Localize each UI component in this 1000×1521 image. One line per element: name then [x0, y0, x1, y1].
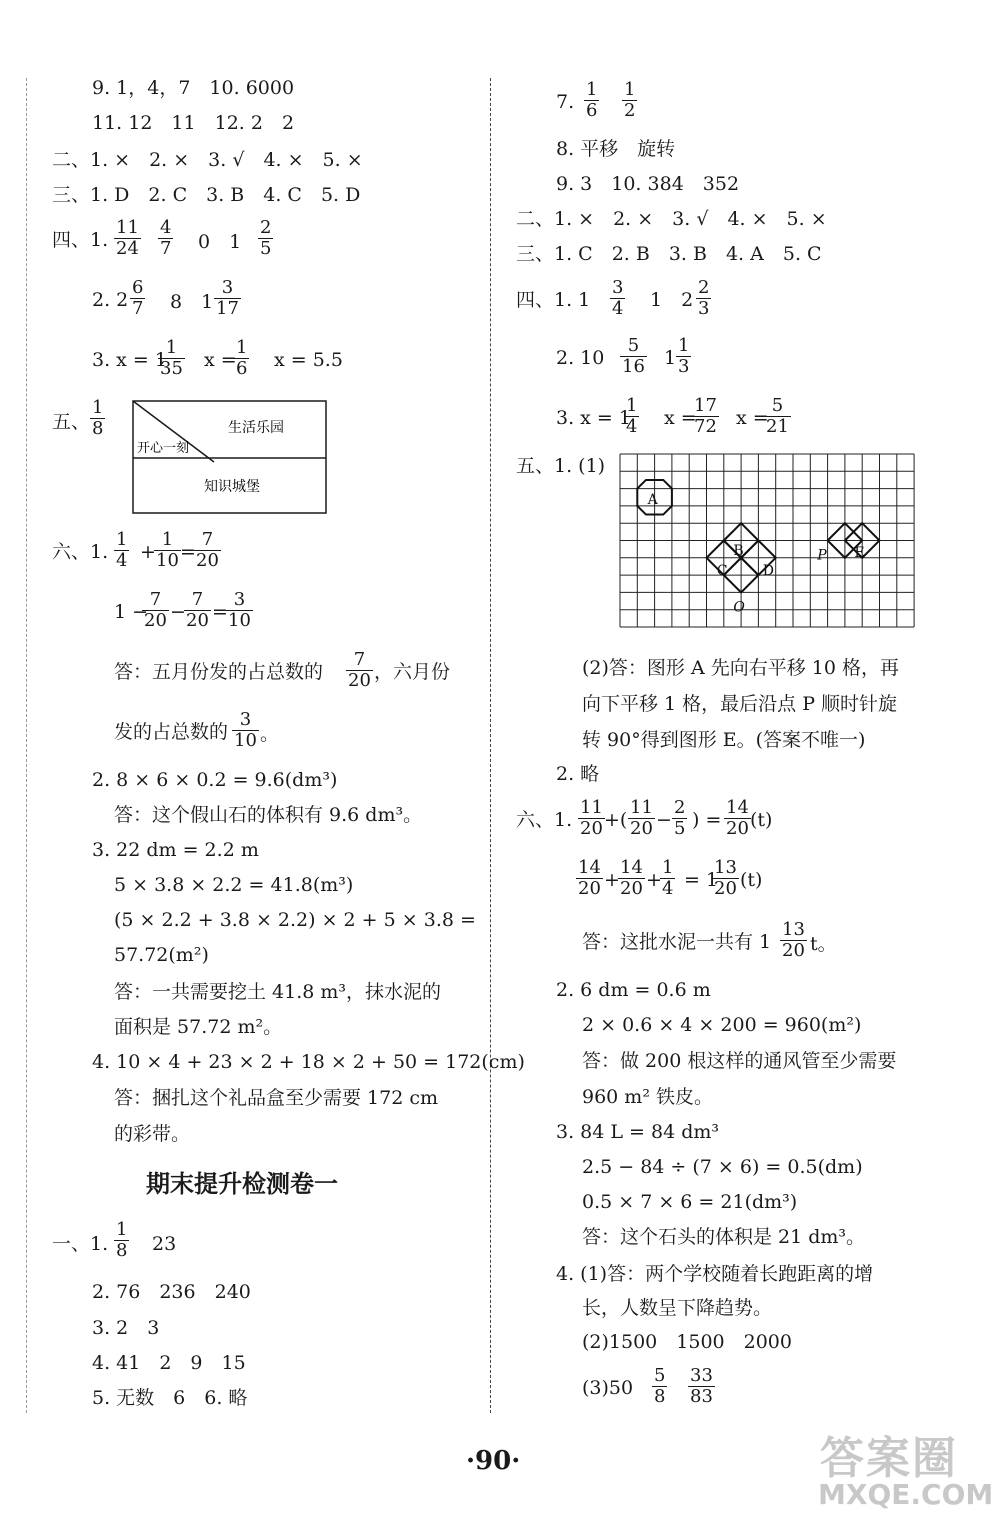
answer-line: 2. 6 dm = 0.6 m [556, 979, 711, 1001]
answer-line: 面积是 57.72 m²。 [114, 1016, 283, 1038]
answer-line: 3. 22 dm = 2.2 m [92, 839, 259, 861]
fraction: $\frac{3}{10}$ [228, 589, 251, 631]
answer-text: t。 [810, 933, 837, 955]
fraction: $\frac{4}{7}$ [160, 217, 172, 259]
fraction: $\frac{1}{3}$ [678, 335, 690, 377]
answer-line: 答：这个石头的体积是 21 dm³。 [582, 1226, 866, 1248]
answer-line: 答：做 200 根这样的通风管至少需要 [582, 1050, 897, 1072]
answer-line: 4. (1)答：两个学校随着长跑距离的增 [556, 1263, 874, 1285]
section-title: 期末提升检测卷一 [146, 1170, 338, 1198]
fraction: $\frac{11}{20}$ [580, 797, 603, 839]
answer-text: 答：五月份发的占总数的 [114, 661, 324, 683]
fraction: $\frac{1}{2}$ [624, 79, 636, 121]
unit: (t) [740, 869, 763, 891]
operator: + [646, 869, 662, 891]
answer-line: 答：一共需要挖土 41.8 m³，抹水泥的 [114, 981, 442, 1003]
fraction: $\frac{13}{20}$ [782, 919, 805, 961]
answer-line: 2. 略 [556, 763, 600, 785]
section-label: 一、1. [52, 1233, 109, 1255]
fraction: $\frac{7}{20}$ [186, 589, 209, 631]
answer-line: 答：捆扎这个礼品盒至少需要 172 cm [114, 1087, 439, 1109]
section-diagram [132, 400, 328, 516]
answer-text: 3. x = 1 [92, 349, 167, 371]
page-number: ·90· [466, 1446, 521, 1476]
answer-line: 960 m² 铁皮。 [582, 1086, 713, 1108]
fraction: $\frac{1}{10}$ [156, 529, 179, 571]
answer-text: 。 [260, 723, 280, 745]
fraction: $\frac{3}{10}$ [234, 709, 257, 751]
answer-text: x = [736, 407, 769, 429]
fraction: $\frac{6}{7}$ [132, 277, 144, 319]
answer-line: 4. 10 × 4 + 23 × 2 + 18 × 2 + 50 = 172(cm) [92, 1051, 525, 1073]
label-e: E [854, 544, 865, 561]
answer-line: 5. 无数 6 6. 略 [92, 1387, 248, 1409]
answer-text: x = [204, 349, 237, 371]
fraction: $\frac{7}{20}$ [196, 529, 219, 571]
answer-text: 0 1 [198, 231, 242, 253]
answer-text: 四、1. 1 [516, 289, 591, 311]
answer-text: 2. 2 [92, 289, 129, 311]
answer-line: 9. 1，4，7 10. 6000 [92, 77, 295, 99]
operator: + [140, 541, 156, 563]
section-label: 六、1. [52, 541, 109, 563]
answer-text: 8 1 [170, 291, 214, 313]
section-label: 六、1. [516, 809, 573, 831]
fraction: $\frac{3}{17}$ [216, 277, 239, 319]
column-divider [490, 78, 491, 1413]
fraction: $\frac{1}{4}$ [626, 395, 638, 437]
answer-line: 2.5 − 84 ÷ (7 × 6) = 0.5(dm) [582, 1156, 863, 1178]
answer-text: 1 2 [650, 289, 694, 311]
answer-line: 5 × 3.8 × 2.2 = 41.8(m³) [114, 874, 354, 896]
answer-text: 1 [664, 347, 677, 369]
answer-line: 长，人数呈下降趋势。 [582, 1297, 773, 1319]
label-a: A [647, 492, 658, 509]
answer-line: 9. 3 10. 384 352 [556, 173, 740, 195]
fraction: $\frac{14}{20}$ [726, 797, 749, 839]
fraction: $\frac{14}{20}$ [620, 857, 643, 899]
fraction: $\frac{13}{20}$ [714, 857, 737, 899]
answer-line: 4. 41 2 9 15 [92, 1352, 246, 1374]
fraction: $\frac{1}{35}$ [160, 337, 183, 379]
answer-text: 发的占总数的 [114, 721, 229, 743]
answer-line: 2 × 0.6 × 4 × 200 = 960(m²) [582, 1014, 862, 1036]
answer-line: 3. 2 3 [92, 1317, 160, 1339]
fraction: $\frac{5}{16}$ [622, 335, 645, 377]
fraction: $\frac{1}{6}$ [586, 79, 598, 121]
answer-text: (3)50 [582, 1377, 634, 1399]
watermark-logo: 答案圈 [820, 1433, 958, 1484]
fraction: $\frac{2}{5}$ [674, 797, 686, 839]
answer-line: 二、1. × 2. × 3. √ 4. × 5. × [52, 149, 363, 171]
left-margin-line [26, 78, 27, 1413]
fraction: $\frac{5}{21}$ [766, 395, 789, 437]
operator: = [212, 601, 228, 623]
watermark-url: MXQE.COM [818, 1478, 994, 1511]
answer-text: 3. x = 1 [556, 407, 631, 429]
diagram-label-top-left: 开心一刻 [137, 441, 190, 456]
fraction: $\frac{17}{72}$ [694, 395, 717, 437]
diagram-frame [133, 401, 326, 513]
label-d: D [762, 563, 774, 580]
fraction: $\frac{1}{4}$ [116, 529, 128, 571]
answer-line: 8. 平移 旋转 [556, 138, 676, 160]
answer-text: 1 − [114, 601, 149, 623]
fraction: $\frac{1}{6}$ [236, 337, 248, 379]
answer-line: (2)答：图形 A 先向右平移 10 格，再 [582, 657, 899, 679]
diagram-label-bottom: 知识城堡 [204, 479, 260, 495]
label-p: P [817, 547, 827, 564]
operator: +( [604, 809, 628, 831]
label-c: C [716, 563, 728, 580]
operator: − [170, 601, 186, 623]
answer-line: 转 90°得到图形 E。(答案不唯一) [582, 729, 866, 751]
fraction: $\frac{33}{83}$ [690, 1365, 713, 1407]
answer-line: 57.72(m²) [114, 944, 209, 966]
fraction: $\frac{7}{20}$ [348, 649, 371, 691]
answer-line: (5 × 2.2 + 3.8 × 2.2) × 2 + 5 × 3.8 = [114, 909, 476, 931]
label-o: O [733, 599, 745, 616]
answer-line: 11. 12 11 12. 2 2 [92, 112, 295, 134]
answer-text: 7. [556, 91, 575, 113]
unit: (t) [750, 809, 773, 831]
fraction: $\frac{11}{20}$ [630, 797, 653, 839]
answer-line: (2)1500 1500 2000 [582, 1331, 792, 1353]
answer-line: 三、1. D 2. C 3. B 4. C 5. D [52, 184, 361, 206]
fraction: $\frac{3}{4}$ [612, 277, 624, 319]
fraction: $\frac{1}{8}$ [92, 397, 104, 439]
fraction: $\frac{1}{8}$ [116, 1219, 128, 1261]
answer-line: 的彩带。 [114, 1123, 191, 1145]
answer-text: = 1 [684, 869, 719, 891]
answer-text: 2. 10 [556, 347, 605, 369]
operator: − [656, 809, 672, 831]
label-b: B [733, 543, 744, 560]
answer-text: x = 5.5 [274, 349, 343, 371]
fraction: $\frac{14}{20}$ [578, 857, 601, 899]
answer-line: 三、1. C 2. B 3. B 4. A 5. C [516, 243, 822, 265]
answer-text: x = [664, 407, 697, 429]
answer-line: 0.5 × 7 × 6 = 21(dm³) [582, 1191, 798, 1213]
answer-text: 23 [152, 1233, 177, 1255]
fraction: $\frac{2}{5}$ [260, 217, 272, 259]
diagram-label-top-right: 生活乐园 [228, 420, 284, 436]
transformation-grid [618, 452, 918, 642]
fraction: $\frac{11}{24}$ [116, 217, 139, 259]
operator: + [604, 869, 620, 891]
answer-line: 2. 8 × 6 × 0.2 = 9.6(dm³) [92, 769, 338, 791]
answer-line: 向下平移 1 格，最后沿点 P 顺时针旋 [582, 693, 898, 715]
fraction: $\frac{1}{4}$ [662, 857, 674, 899]
section-label: 五、 [52, 411, 91, 433]
answer-line: 答：这个假山石的体积有 9.6 dm³。 [114, 804, 423, 826]
answer-line: 二、1. × 2. × 3. √ 4. × 5. × [516, 208, 827, 230]
answer-line: 2. 76 236 240 [92, 1281, 251, 1303]
operator: ) = [692, 809, 722, 831]
fraction: $\frac{5}{8}$ [654, 1365, 666, 1407]
section-label: 四、1. [52, 229, 109, 251]
operator: = [180, 541, 196, 563]
answer-text: ，六月份 [374, 661, 451, 683]
fraction: $\frac{7}{20}$ [144, 589, 167, 631]
fraction: $\frac{2}{3}$ [698, 277, 710, 319]
answer-line: 3. 84 L = 84 dm³ [556, 1121, 720, 1143]
answer-text: 答：这批水泥一共有 1 [582, 931, 772, 953]
section-label: 五、1. (1) [516, 455, 606, 477]
